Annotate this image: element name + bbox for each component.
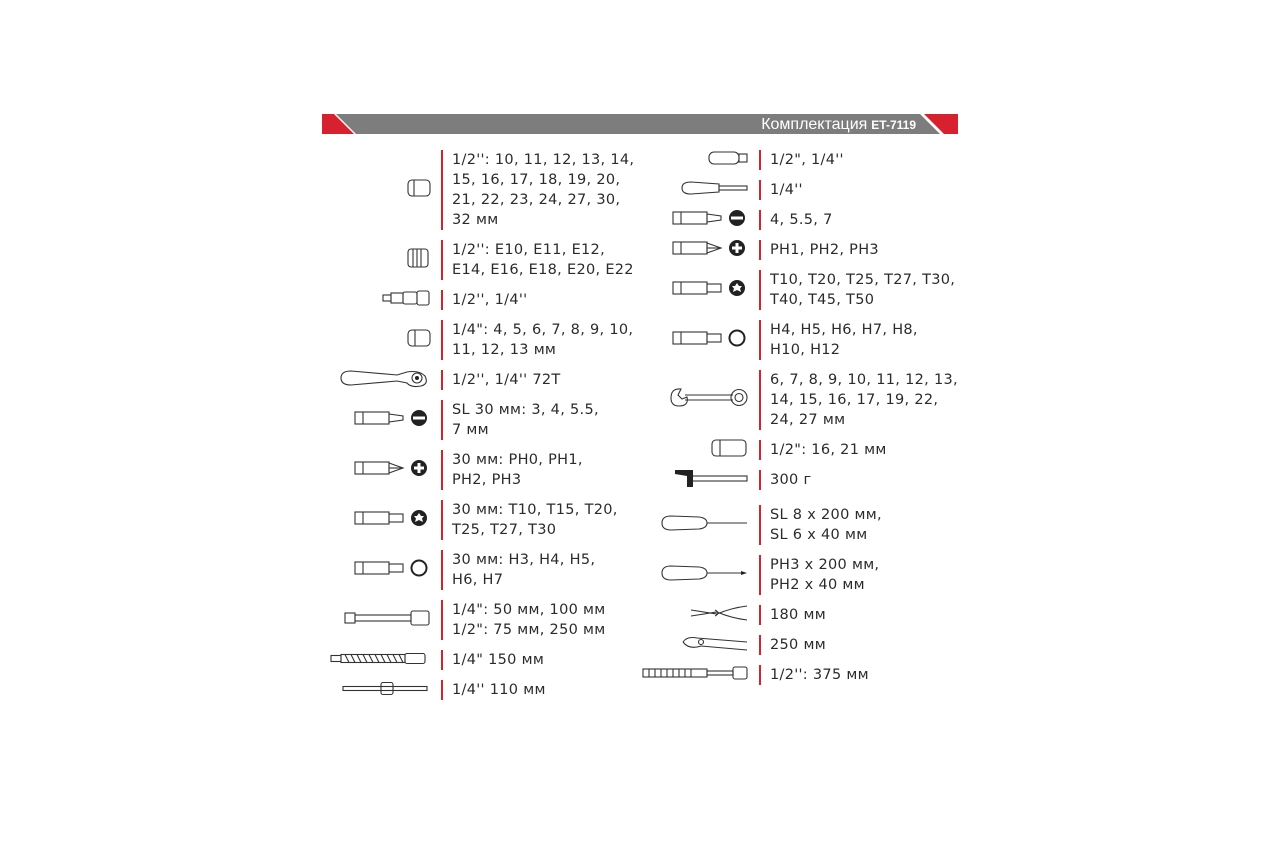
- item-text: [452, 370, 561, 390]
- breaker-bar-icon: [641, 665, 751, 685]
- list-item: [759, 555, 959, 595]
- list-item: [759, 370, 959, 430]
- item-text: [452, 680, 546, 700]
- red-divider: [759, 470, 761, 490]
- list-item: [441, 600, 641, 640]
- list-item: [759, 270, 959, 310]
- red-divider: [759, 505, 761, 545]
- list-item: [441, 680, 641, 700]
- list-item: [759, 180, 959, 200]
- item-text-line: 1/2'': 10, 11, 12, 13, 14,: [452, 152, 635, 168]
- list-item: [759, 440, 959, 460]
- item-text-line: 21, 22, 23, 24, 27, 30,: [452, 192, 621, 208]
- list-item: [759, 665, 959, 685]
- item-text: [770, 150, 844, 170]
- item-text-line: PH2 x 40 мм: [770, 577, 865, 593]
- item-text: [452, 150, 634, 230]
- item-text-line: T40, T45, T50: [770, 292, 875, 308]
- banner-title-text: Комплектация: [761, 116, 868, 133]
- torx-bit-icon: [671, 277, 751, 303]
- list-item: [759, 320, 959, 360]
- bit-adapter-icon: [705, 149, 751, 171]
- list-item: [441, 320, 641, 360]
- item-text-line: 1/2": 75 мм, 250 мм: [452, 622, 606, 638]
- list-item: [759, 605, 959, 625]
- item-text-line: 1/4": 4, 5, 6, 7, 8, 9, 10,: [452, 322, 634, 338]
- list-item: [441, 150, 641, 230]
- item-text-line: 180 мм: [770, 607, 826, 623]
- item-text: [770, 470, 811, 490]
- red-divider: [759, 665, 761, 685]
- red-divider: [759, 635, 761, 655]
- item-text: [770, 370, 958, 430]
- item-text: [770, 270, 955, 310]
- red-divider: [441, 240, 443, 280]
- red-divider: [441, 450, 443, 490]
- list-item: [441, 290, 641, 310]
- item-text: [452, 550, 595, 590]
- item-text-line: 250 мм: [770, 637, 826, 653]
- red-divider: [441, 290, 443, 310]
- hex-bit-icon: [353, 557, 433, 583]
- item-text: [452, 600, 606, 640]
- item-text: [770, 555, 879, 595]
- item-text-line: 1/2'', 1/4'': [452, 292, 528, 308]
- list-item: [759, 470, 959, 490]
- item-text-line: 30 мм: PH0, PH1,: [452, 452, 583, 468]
- bit-driver-icon: [679, 179, 751, 201]
- small-socket-icon: [405, 327, 433, 353]
- red-divider: [759, 370, 761, 430]
- item-text-line: T25, T27, T30: [452, 522, 557, 538]
- list-item: [759, 635, 959, 655]
- red-divider: [759, 605, 761, 625]
- pliers-icon: [687, 602, 751, 628]
- item-text-line: 30 мм: T10, T15, T20,: [452, 502, 618, 518]
- item-text-line: H6, H7: [452, 572, 504, 588]
- phillips-screwdriver-icon: [659, 563, 751, 587]
- red-divider: [759, 270, 761, 310]
- item-text-line: 1/4": 50 мм, 100 мм: [452, 602, 606, 618]
- torx-bit-icon: [353, 507, 433, 533]
- item-text-line: 11, 12, 13 мм: [452, 342, 557, 358]
- list-item: [441, 650, 641, 670]
- socket-icon: [405, 177, 433, 203]
- ratchet-icon: [337, 366, 433, 394]
- item-text: [770, 440, 887, 460]
- list-item: [441, 450, 641, 490]
- torx-socket-icon: [405, 246, 433, 274]
- item-text: [452, 290, 527, 310]
- item-text: [770, 605, 826, 625]
- item-text: [770, 320, 918, 360]
- item-text-line: 4, 5.5, 7: [770, 212, 833, 228]
- item-text-line: 1/4'' 110 мм: [452, 682, 546, 698]
- red-divider: [441, 150, 443, 230]
- item-text-line: 1/2": 16, 21 мм: [770, 442, 887, 458]
- universal-joint-icon: [381, 289, 433, 311]
- item-text-line: 15, 16, 17, 18, 19, 20,: [452, 172, 621, 188]
- extension-bar-icon: [343, 608, 433, 632]
- slotted-bit-icon: [671, 207, 751, 233]
- item-text-line: 1/4" 150 мм: [452, 652, 545, 668]
- item-text: [452, 500, 618, 540]
- item-text: [770, 210, 833, 230]
- section-banner: [322, 114, 958, 134]
- item-text: [452, 450, 583, 490]
- hammer-icon: [671, 467, 751, 493]
- item-text: [452, 320, 633, 360]
- item-text-line: 1/2", 1/4'': [770, 152, 844, 168]
- item-text-line: SL 30 мм: 3, 4, 5.5,: [452, 402, 599, 418]
- list-item: [759, 210, 959, 230]
- red-divider: [441, 370, 443, 390]
- flexible-extension-icon: [329, 651, 433, 670]
- list-item: [441, 500, 641, 540]
- item-text-line: PH1, PH2, PH3: [770, 242, 879, 258]
- t-handle-icon: [341, 681, 433, 700]
- list-item: [441, 240, 641, 280]
- list-item: [441, 550, 641, 590]
- item-text-line: SL 6 x 40 мм: [770, 527, 868, 543]
- red-divider: [759, 555, 761, 595]
- red-divider: [759, 320, 761, 360]
- item-text-line: 300 г: [770, 472, 812, 488]
- item-text: [770, 665, 869, 685]
- item-text-line: 30 мм: H3, H4, H5,: [452, 552, 596, 568]
- red-divider: [759, 240, 761, 260]
- banner-model: ET-7119: [871, 118, 916, 132]
- red-divider: [441, 600, 443, 640]
- item-text-line: 1/2'', 1/4'' 72T: [452, 372, 561, 388]
- item-text: [452, 400, 599, 440]
- item-text-line: 24, 27 мм: [770, 412, 846, 428]
- item-text-line: 1/2'': 375 мм: [770, 667, 869, 683]
- list-item: [441, 370, 641, 390]
- item-text: [452, 240, 634, 280]
- red-divider: [441, 500, 443, 540]
- list-item: [759, 240, 959, 260]
- item-text-line: H10, H12: [770, 342, 841, 358]
- slotted-bit-icon: [353, 407, 433, 433]
- list-item: [759, 150, 959, 170]
- phillips-bit-icon: [353, 457, 433, 483]
- item-text-line: 1/2'': E10, E11, E12,: [452, 242, 605, 258]
- item-text-line: T10, T20, T25, T27, T30,: [770, 272, 956, 288]
- adjustable-pliers-icon: [679, 632, 751, 658]
- item-text: [770, 635, 826, 655]
- banner-title: [761, 114, 916, 134]
- item-text-line: PH2, PH3: [452, 472, 522, 488]
- red-divider: [441, 680, 443, 700]
- red-divider: [441, 550, 443, 590]
- item-text-line: E14, E16, E18, E20, E22: [452, 262, 634, 278]
- red-divider: [759, 180, 761, 200]
- item-text-line: 32 мм: [452, 212, 499, 228]
- item-text: [770, 240, 879, 260]
- item-text-line: SL 8 x 200 мм,: [770, 507, 882, 523]
- red-divider: [759, 210, 761, 230]
- item-text-line: 6, 7, 8, 9, 10, 11, 12, 13,: [770, 372, 958, 388]
- item-text-line: 7 мм: [452, 422, 489, 438]
- phillips-bit-icon: [671, 237, 751, 263]
- slotted-screwdriver-icon: [659, 513, 751, 537]
- item-text-line: 1/4'': [770, 182, 803, 198]
- list-item: [759, 505, 959, 545]
- item-text-line: H4, H5, H6, H7, H8,: [770, 322, 918, 338]
- combination-wrench-icon: [667, 384, 751, 416]
- list-item: [441, 400, 641, 440]
- item-text: [452, 650, 544, 670]
- item-text: [770, 505, 882, 545]
- red-divider: [759, 150, 761, 170]
- hex-bit-icon: [671, 327, 751, 353]
- item-text: [770, 180, 803, 200]
- red-divider: [759, 440, 761, 460]
- item-text-line: PH3 x 200 мм,: [770, 557, 880, 573]
- red-divider: [441, 320, 443, 360]
- spark-plug-socket-icon: [709, 437, 751, 463]
- red-divider: [441, 400, 443, 440]
- item-text-line: 14, 15, 16, 17, 19, 22,: [770, 392, 939, 408]
- red-divider: [441, 650, 443, 670]
